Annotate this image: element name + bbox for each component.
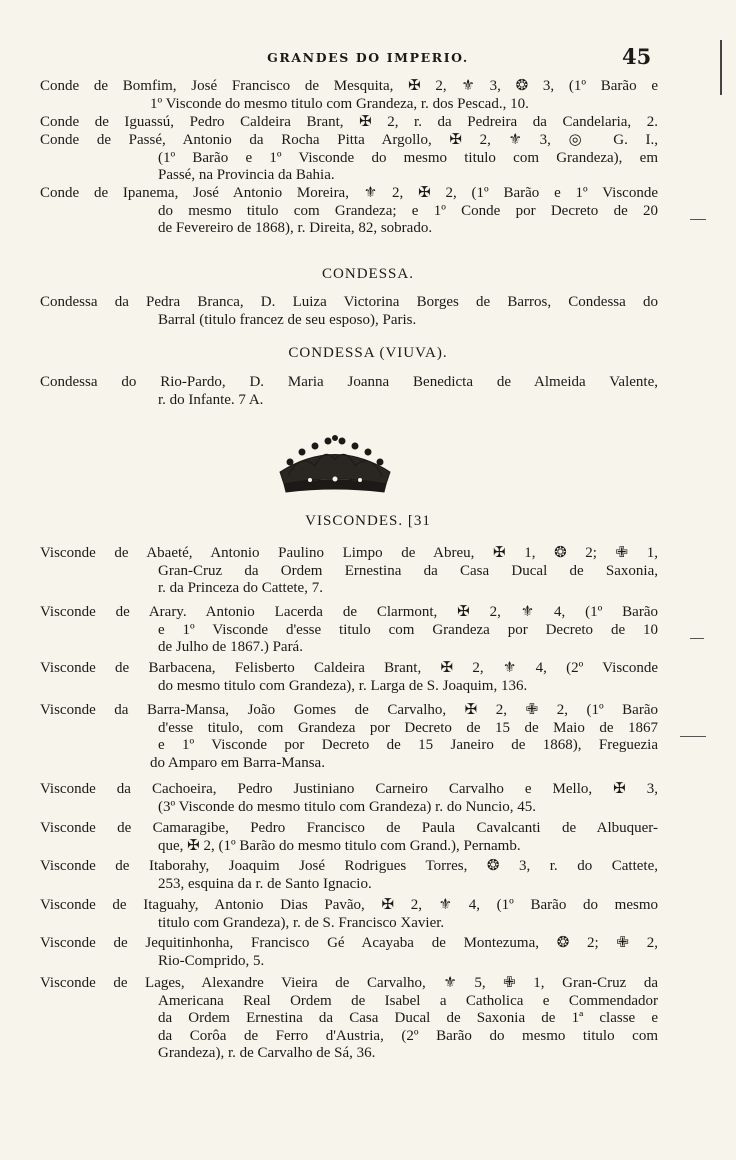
entry-visconde-jequitinhonha <box>40 935 658 970</box>
entry-line: Condessa da Pedra Branca, D. Luiza Victorina Borges de Barros, Condessa do <box>40 294 658 310</box>
entry-visconde-arary <box>40 604 658 657</box>
entry-conde-ipanema <box>40 185 658 238</box>
entry-line: Passé, na Provincia da Bahia. <box>158 167 335 183</box>
entry-line: Rio-Comprido, 5. <box>158 952 265 969</box>
entry-visconde-abaete <box>40 545 658 598</box>
entry-line: (3º Visconde do mesmo titulo com Grandeza) r. do Nuncio, 45. <box>158 798 536 815</box>
entry-line: de Fevereiro de 1868), r. Direita, 82, sobrado. <box>158 220 433 236</box>
entry-line: Conde de Iguassú, Pedro Caldeira Brant, ✠ 2, r. da Pedreira da Candelaria, 2. <box>40 114 658 130</box>
entry-line: da Corôa de Ferro d'Austria, (2º Barão do mesmo titulo com <box>158 1027 658 1044</box>
entry-line: Condessa do Rio-Pardo, D. Maria Joanna Benedicta de Almeida Valente, <box>40 374 658 390</box>
entry-line: Conde de Passé, Antonio da Rocha Pitta Argollo, ✠ 2, ⚜ 3, ◎ G. I., <box>40 132 658 148</box>
entry-line: de Julho de 1867.) Pará. <box>158 639 303 655</box>
crown-icon <box>270 432 400 494</box>
section-heading-viscondes: VISCONDES. [31 <box>305 513 431 529</box>
section-heading-condessa: CONDESSA. <box>322 266 414 282</box>
entry-line: do mesmo titulo com Grandeza; e 1º Conde por Decreto de 20 <box>158 202 658 219</box>
running-header: GRANDES DO IMPERIO. <box>267 50 469 65</box>
entry-line: e 1º Visconde d'esse titulo com Grandeza por Decreto de 10 <box>158 621 658 638</box>
entry-line: Visconde de Camaragibe, Pedro Francisco de Paula Cavalcanti de Albuquer- <box>40 820 658 836</box>
entry-visconde-itaborahy <box>40 858 658 893</box>
entry-visconde-cachoeira <box>40 781 658 816</box>
entry-line: 1º Visconde do mesmo titulo com Grandeza, r. dos Pescad., 10. <box>150 95 529 112</box>
entry-conde-iguassu <box>40 114 658 132</box>
entry-line: do Amparo em Barra-Mansa. <box>150 754 325 771</box>
margin-rule <box>720 40 722 95</box>
entry-line: Visconde da Cachoeira, Pedro Justiniano Carneiro Carvalho e Mello, ✠ 3, <box>40 781 658 797</box>
entry-line: Visconde de Jequitinhonha, Francisco Gé Acayaba de Montezuma, ❂ 2; ✙ 2, <box>40 935 658 951</box>
entry-condessa-pedra-branca <box>40 294 658 329</box>
entry-line: da Ordem Ernestina da Casa Ducal de Saxonia de 1ª classe e <box>158 1010 658 1026</box>
entry-line: Visconde de Abaeté, Antonio Paulino Limpo de Abreu, ✠ 1, ❂ 2; ✙ 1, <box>40 545 658 561</box>
entry-condessa-rio-pardo <box>40 374 658 409</box>
entry-line: e 1º Visconde por Decreto de 15 Janeiro de 1868), Freguezia <box>158 737 658 753</box>
page-number: 45 <box>622 44 652 69</box>
margin-mark <box>690 638 704 639</box>
entry-line: Conde de Bomfim, José Francisco de Mesquita, ✠ 2, ⚜ 3, ❂ 3, (1º Barão e <box>40 78 658 94</box>
entry-visconde-camaragibe <box>40 820 658 855</box>
section-heading-condessa-viuva: CONDESSA (VIUVA). <box>288 345 448 361</box>
entry-line: Grandeza), r. de Carvalho de Sá, 36. <box>158 1045 376 1061</box>
entry-line: que, ✠ 2, (1º Barão do mesmo titulo com Grand.), Pernamb. <box>158 837 521 854</box>
entry-visconde-itaguahy <box>40 897 658 932</box>
entry-line: Visconde de Arary. Antonio Lacerda de Clarmont, ✠ 2, ⚜ 4, (1º Barão <box>40 604 658 620</box>
entry-line: Visconde da Barra-Mansa, João Gomes de Carvalho, ✠ 2, ✙ 2, (1º Barão <box>40 702 658 718</box>
entry-line: 253, esquina da r. de Santo Ignacio. <box>158 875 372 892</box>
entry-line: (1º Barão e 1º Visconde do mesmo titulo com Grandeza), em <box>158 149 658 166</box>
entry-line: d'esse titulo, com Grandeza por Decreto de 15 de Maio de 1867 <box>158 719 658 736</box>
entry-line: do mesmo titulo com Grandeza), r. Larga de S. Joaquim, 136. <box>158 677 528 694</box>
margin-mark <box>690 219 706 220</box>
entry-conde-passe <box>40 132 658 185</box>
entry-line: titulo com Grandeza), r. de S. Francisco Xavier. <box>158 914 445 931</box>
margin-mark <box>680 736 706 737</box>
entry-line: Conde de Ipanema, José Antonio Moreira, ⚜ 2, ✠ 2, (1º Barão e 1º Visconde <box>40 185 658 201</box>
entry-line: Visconde de Itaborahy, Joaquim José Rodrigues Torres, ❂ 3, r. do Cattete, <box>40 858 658 874</box>
entry-line: Visconde de Lages, Alexandre Vieira de Carvalho, ⚜ 5, ✙ 1, Gran-Cruz da <box>40 975 658 991</box>
entry-visconde-barbacena <box>40 660 658 695</box>
entry-visconde-lages <box>40 975 658 1063</box>
entry-line: Gran-Cruz da Ordem Ernestina da Casa Ducal de Saxonia, <box>158 562 658 579</box>
entry-visconde-barra-mansa <box>40 702 658 772</box>
entry-line: Visconde de Barbacena, Felisberto Caldeira Brant, ✠ 2, ⚜ 4, (2º Visconde <box>40 660 658 676</box>
entry-line: r. do Infante. 7 A. <box>158 391 264 408</box>
entry-line: r. da Princeza do Cattete, 7. <box>158 580 323 596</box>
entry-line: Barral (titulo francez de seu esposo), Paris. <box>158 311 417 328</box>
entry-line: Americana Real Ordem de Isabel a Catholica e Commendador <box>158 992 658 1009</box>
entry-conde-bomfim <box>40 78 658 113</box>
entry-line: Visconde de Itaguahy, Antonio Dias Pavão, ✠ 2, ⚜ 4, (1º Barão do mesmo <box>40 897 658 913</box>
